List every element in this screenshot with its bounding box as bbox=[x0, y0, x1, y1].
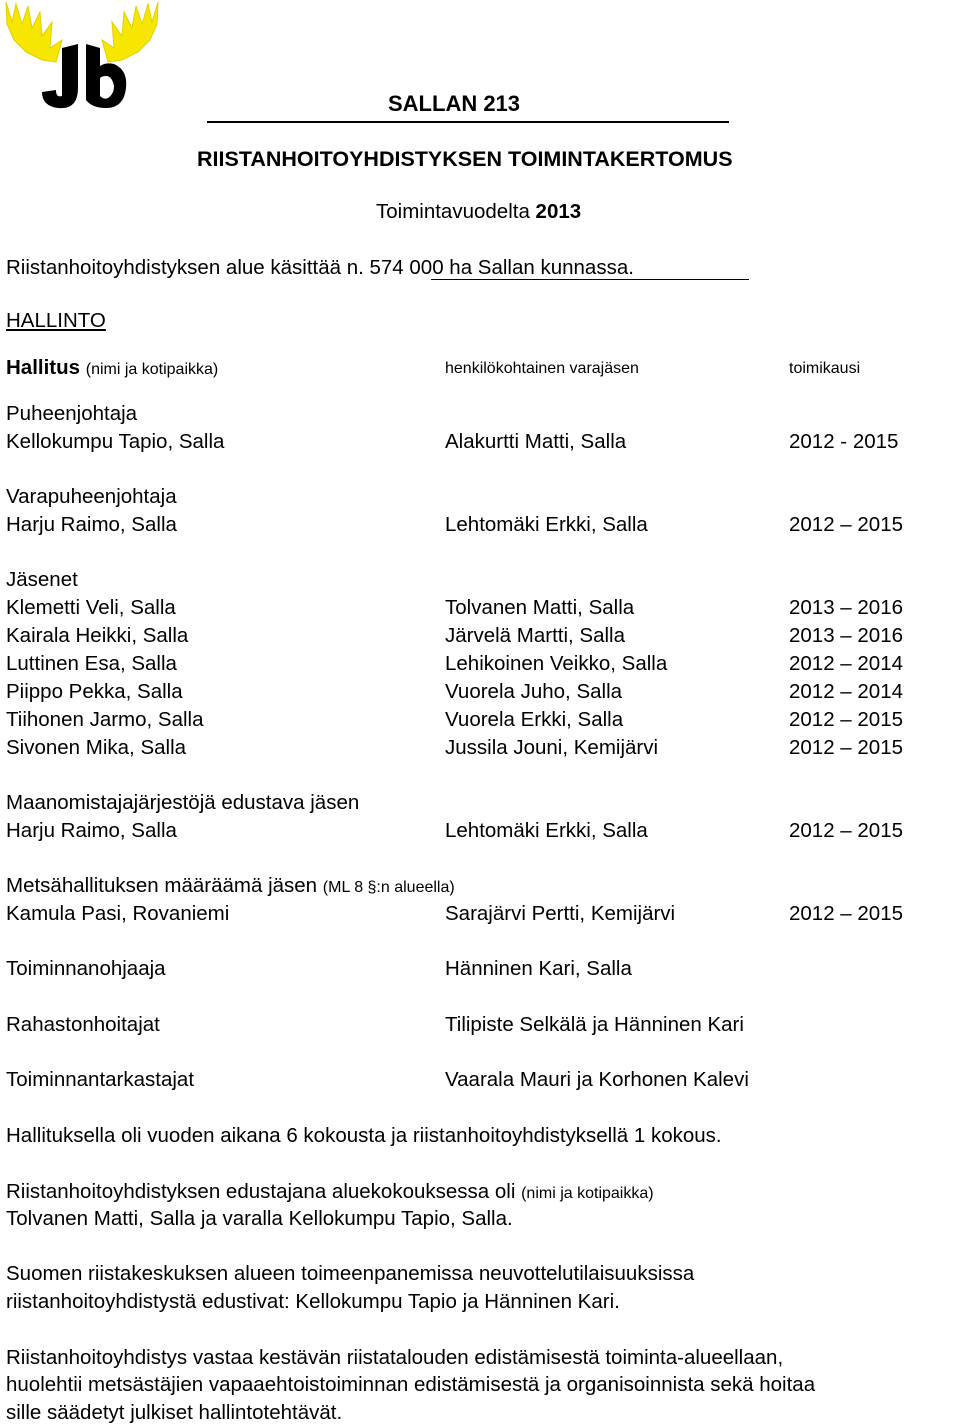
metsahallitus-name: Kamula Pasi, Rovaniemi bbox=[6, 902, 230, 925]
representative-text: Riistanhoitoyhdistyksen edustajana aluekokouksessa oli bbox=[6, 1180, 516, 1203]
vice-chair-term: 2012 – 2015 bbox=[789, 513, 904, 536]
officer-role: Rahastonhoitajat bbox=[6, 1013, 160, 1036]
table-header-col1 bbox=[6, 358, 218, 379]
table-header-col3: toimikausi bbox=[789, 360, 861, 377]
intro-underline bbox=[431, 279, 749, 280]
officer-value: Vaarala Mauri ja Korhonen Kalevi bbox=[445, 1068, 749, 1091]
cooperation-line2: riistanhoitoyhdistystä edustivat: Kellokumpu Tapio ja Hänninen Kari. bbox=[6, 1290, 620, 1313]
member-name: Luttinen Esa, Salla bbox=[6, 652, 177, 675]
officer-value: Hänninen Kari, Salla bbox=[445, 957, 632, 980]
member-term: 2012 – 2014 bbox=[789, 680, 904, 703]
representative-note: (nimi ja kotipaikka) bbox=[521, 1185, 654, 1202]
meetings-paragraph: Hallituksella oli vuoden aikana 6 kokousta ja riistanhoitoyhdistyksellä 1 kokous. bbox=[6, 1124, 722, 1147]
metsahallitus-note: (ML 8 §:n alueella) bbox=[322, 879, 455, 896]
document-heading: RIISTANHOITOYHDISTYKSEN TOIMINTAKERTOMUS bbox=[197, 147, 733, 171]
section-title: HALLINTO bbox=[6, 309, 106, 332]
vice-chair-role: Varapuheenjohtaja bbox=[6, 485, 177, 508]
year-line bbox=[376, 202, 581, 223]
duties-line3: sille säädetyt julkiset hallintotehtävät. bbox=[6, 1401, 343, 1424]
board-label: Hallitus bbox=[6, 356, 81, 379]
member-term: 2012 – 2014 bbox=[789, 652, 904, 675]
member-deputy: Vuorela Juho, Salla bbox=[445, 680, 623, 703]
title-rule bbox=[207, 121, 729, 123]
metsahallitus-role-line bbox=[6, 876, 455, 897]
officer-role: Toiminnanohjaaja bbox=[6, 957, 166, 980]
member-term: 2013 – 2016 bbox=[789, 596, 904, 619]
table-header-col2: henkilökohtainen varajäsen bbox=[445, 360, 639, 377]
member-deputy: Tolvanen Matti, Salla bbox=[445, 596, 635, 619]
chair-deputy: Alakurtti Matti, Salla bbox=[445, 430, 627, 453]
landowner-name: Harju Raimo, Salla bbox=[6, 819, 177, 842]
member-term: 2012 – 2015 bbox=[789, 736, 904, 759]
metsahallitus-term: 2012 – 2015 bbox=[789, 902, 904, 925]
member-name: Tiihonen Jarmo, Salla bbox=[6, 708, 204, 731]
representative-line1 bbox=[6, 1182, 654, 1203]
member-name: Klemetti Veli, Salla bbox=[6, 596, 176, 619]
landowner-role: Maanomistajajärjestöjä edustava jäsen bbox=[6, 791, 360, 814]
chair-role: Puheenjohtaja bbox=[6, 402, 138, 425]
member-name: Sivonen Mika, Salla bbox=[6, 736, 187, 759]
officer-value: Tilipiste Selkälä ja Hänninen Kari bbox=[445, 1013, 744, 1036]
duties-line1: Riistanhoitoyhdistys vastaa kestävän riistatalouden edistämisestä toiminta-alueellaan, bbox=[6, 1346, 784, 1369]
member-name: Piippo Pekka, Salla bbox=[6, 680, 183, 703]
members-role: Jäsenet bbox=[6, 568, 78, 591]
duties-line2: huolehtii metsästäjien vapaaehtoistoiminnan edistämisestä ja organisoinnista sekä hoitaa bbox=[6, 1373, 816, 1396]
officer-role: Toiminnantarkastajat bbox=[6, 1068, 195, 1091]
member-term: 2013 – 2016 bbox=[789, 624, 904, 647]
chair-term: 2012 - 2015 bbox=[789, 430, 899, 453]
area-intro: Riistanhoitoyhdistyksen alue käsittää n. 574 000 ha Sallan kunnassa. bbox=[6, 256, 634, 279]
chair-name: Kellokumpu Tapio, Salla bbox=[6, 430, 225, 453]
member-name: Kairala Heikki, Salla bbox=[6, 624, 189, 647]
year-value: 2013 bbox=[535, 200, 582, 223]
landowner-deputy: Lehtomäki Erkki, Salla bbox=[445, 819, 648, 842]
landowner-term: 2012 – 2015 bbox=[789, 819, 904, 842]
cooperation-line1: Suomen riistakeskuksen alueen toimeenpanemissa neuvottelutilaisuuksissa bbox=[6, 1262, 695, 1285]
metsahallitus-deputy: Sarajärvi Pertti, Kemijärvi bbox=[445, 902, 676, 925]
metsahallitus-role: Metsähallituksen määräämä jäsen bbox=[6, 874, 318, 897]
vice-chair-deputy: Lehtomäki Erkki, Salla bbox=[445, 513, 648, 536]
member-deputy: Jussila Jouni, Kemijärvi bbox=[445, 736, 659, 759]
member-deputy: Lehikoinen Veikko, Salla bbox=[445, 652, 668, 675]
board-note: (nimi ja kotipaikka) bbox=[85, 361, 219, 378]
document-title: SALLAN 213 bbox=[388, 91, 521, 116]
jb-moose-antler-logo bbox=[2, 0, 162, 115]
member-deputy: Vuorela Erkki, Salla bbox=[445, 708, 624, 731]
representative-line2: Tolvanen Matti, Salla ja varalla Kellokumpu Tapio, Salla. bbox=[6, 1207, 513, 1230]
vice-chair-name: Harju Raimo, Salla bbox=[6, 513, 177, 536]
member-deputy: Järvelä Martti, Salla bbox=[445, 624, 626, 647]
year-label: Toimintavuodelta bbox=[376, 200, 530, 223]
member-term: 2012 – 2015 bbox=[789, 708, 904, 731]
